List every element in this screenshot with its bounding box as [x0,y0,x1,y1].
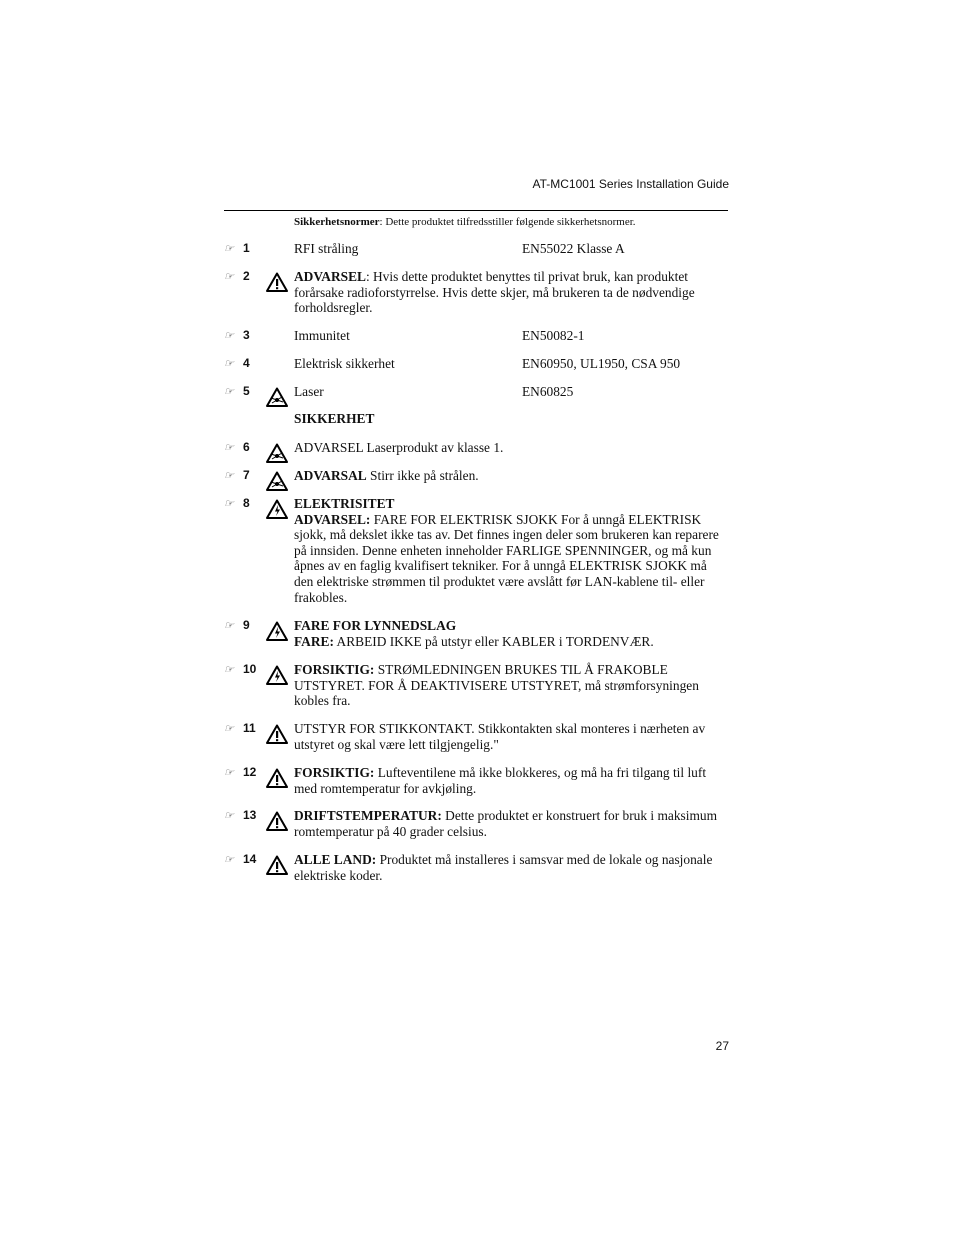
lightning-icon [266,621,288,641]
item-text: RFI stråling [294,241,359,256]
laser-warning-icon [266,471,288,491]
item-text: FORSIKTIG: STRØMLEDNINGEN BRUKES TIL Å FRAKOBLE UTSTYRET. FOR Å DEAKTIVISERE UTSTYRET, må strømforsyningen kobles fra. [294,662,699,709]
hand-pointer-icon: ☞ [224,620,234,632]
warning-icon [266,724,288,744]
item-number: ☞ 10 [224,662,257,676]
item-number: ☞ 11 [224,721,256,735]
item-text: Elektrisk sikkerhet [294,356,395,371]
item-number: ☞ 9 [224,618,250,632]
item-text: Laser [294,384,324,399]
warning-icon [266,272,288,292]
hand-pointer-icon: ☞ [224,271,234,283]
item-number: ☞ 7 [224,468,250,482]
hand-pointer-icon: ☞ [224,498,234,510]
hand-pointer-icon: ☞ [224,810,234,822]
intro-text: : Dette produktet tilfredsstiller følgende sikkerhetsnormer. [379,216,636,228]
item-number: ☞ 3 [224,328,250,342]
item-text: ADVARSAL Stirr ikke på strålen. [294,468,479,483]
electric-shock-icon [266,499,288,519]
item-text: FORSIKTIG: Lufteventilene må ikke blokkeres, og må ha fri tilgang til luft med romtemperatur for avkjøling. [294,765,707,796]
warning-icon [266,811,288,831]
warning-icon [266,855,288,875]
item-number: ☞ 1 [224,241,250,255]
item-standard: EN60825 [522,384,574,399]
item-standard: EN55022 Klasse A [522,241,625,256]
running-header: AT-MC1001 Series Installation Guide [532,177,729,191]
item-text: UTSTYR FOR STIKKONTAKT. Stikkontakten skal monteres i nærheten av utstyret og skal være lett tilgjengelig." [294,721,706,752]
item-standard: EN50082-1 [522,328,585,343]
item-text: ADVARSEL: Hvis dette produktet benyttes til privat bruk, kan produktet forårsake radioforstyrrelse. Hvis dette skjer, må brukeren ta de nødvendige forholdsregler. [294,269,695,316]
item-number: ☞ 5 [224,384,250,398]
item-number: ☞ 4 [224,356,250,370]
hand-pointer-icon: ☞ [224,386,234,398]
laser-warning-icon [266,443,288,463]
electric-shock-icon [266,665,288,685]
laser-warning-icon [266,387,288,407]
item-text: DRIFTSTEMPERATUR: Dette produktet er konstruert for bruk i maksimum romtemperatur på 40 grader celsius. [294,808,718,839]
intro-line [294,216,734,228]
header-rule [224,210,728,211]
item-number: ☞ 8 [224,496,250,510]
item-number: ☞ 14 [224,852,257,866]
hand-pointer-icon: ☞ [224,358,234,370]
item-number: ☞ 6 [224,440,250,454]
hand-pointer-icon: ☞ [224,664,234,676]
item-standard: EN60950, UL1950, CSA 950 [522,356,681,371]
section-heading: SIKKERHET [294,411,375,426]
hand-pointer-icon: ☞ [224,243,234,255]
hand-pointer-icon: ☞ [224,723,234,735]
hand-pointer-icon: ☞ [224,767,234,779]
item-text: ALLE LAND: Produktet må installeres i samsvar med de lokale og nasjonale elektriske koder. [294,852,713,883]
item-text: FARE FOR LYNNEDSLAG FARE: ARBEID IKKE på utstyr eller KABLER i TORDENVÆR. [294,618,654,649]
hand-pointer-icon: ☞ [224,854,234,866]
item-text: ADVARSEL Laserprodukt av klasse 1. [294,440,504,455]
item-number: ☞ 2 [224,269,250,283]
hand-pointer-icon: ☞ [224,442,234,454]
item-text: ELEKTRISITET ADVARSEL: FARE FOR ELEKTRISK SJOKK For å unngå ELEKTRISK sjokk, må dekslet ikke tas av. Det finnes ingen deler som brukeren kan reparere på innsiden. Denne enheten inneholder FARLIGE SPENNINGER, og må kun åpnes av en faglig kvalifisert tekniker. For å unngå ELEKTRISK SJOKK må den elektriske strømmen til produktet være avslått før LAN-kablene til- eller frakobles. [294,496,719,605]
item-text: Immunitet [294,328,350,343]
hand-pointer-icon: ☞ [224,470,234,482]
item-number: ☞ 12 [224,765,257,779]
hand-pointer-icon: ☞ [224,330,234,342]
intro-label: Sikkerhetsnormer [294,216,380,228]
item-number: ☞ 13 [224,808,257,822]
warning-icon [266,768,288,788]
page-number: 27 [715,1039,729,1053]
